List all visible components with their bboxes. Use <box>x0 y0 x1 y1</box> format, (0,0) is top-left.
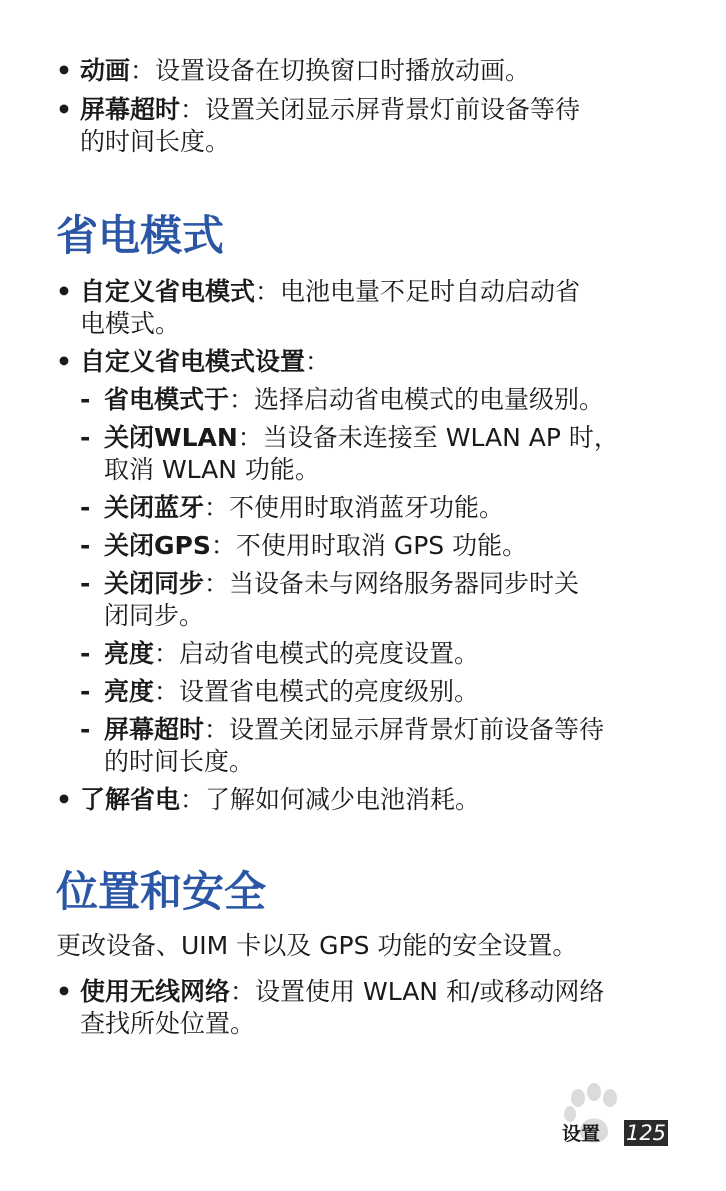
intro-item-screen-timeout-cont: 的时间长度。 <box>80 127 231 156</box>
bullet-dash: - <box>80 385 91 414</box>
item-custom-power-saving-settings: 自定义省电模式设置： <box>80 347 331 376</box>
bullet-dot: • <box>56 347 72 376</box>
bullet-dot: • <box>56 95 72 124</box>
bullet-dash: - <box>80 531 91 560</box>
bullet-dash: - <box>80 639 91 668</box>
subitem-turn-off-bluetooth: 关闭蓝牙：不使用时取消蓝牙功能。 <box>104 493 505 522</box>
bullet-dash: - <box>80 493 91 522</box>
item-custom-power-saving-cont: 电模式。 <box>80 309 181 338</box>
bullet-dash: - <box>80 423 91 452</box>
subitem-turn-off-sync-cont: 闭同步。 <box>104 601 205 630</box>
bullet-dash: - <box>80 715 91 744</box>
subitem-brightness-level: 亮度：设置省电模式的亮度级别。 <box>104 677 480 706</box>
subitem-turn-off-gps: 关闭GPS：不使用时取消 GPS 功能。 <box>104 531 528 560</box>
intro-item-screen-timeout: 屏幕超时：设置关闭显示屏背景灯前设备等待 <box>80 95 581 124</box>
subitem-turn-off-wlan: 关闭WLAN：当设备未连接至 WLAN AP 时， <box>104 423 619 452</box>
subitem-turn-off-sync: 关闭同步：当设备未与网络服务器同步时关 <box>104 569 580 598</box>
section-title-location-security: 位置和安全 <box>56 867 267 916</box>
subitem-power-saving-at: 省电模式于：选择启动省电模式的电量级别。 <box>104 385 605 414</box>
page-number: 125 <box>625 1121 667 1145</box>
subitem-screen-timeout: 屏幕超时：设置关闭显示屏背景灯前设备等待 <box>104 715 605 744</box>
section-intro: 更改设备、UIM 卡以及 GPS 功能的安全设置。 <box>56 931 578 960</box>
bullet-dot: • <box>56 785 72 814</box>
subitem-screen-timeout-cont: 的时间长度。 <box>104 747 255 776</box>
footer-section-label: 设置 <box>562 1123 601 1145</box>
item-use-wireless-networks: 使用无线网络：设置使用 WLAN 和/或移动网络 <box>80 977 605 1006</box>
intro-item-animation: 动画：设置设备在切换窗口时播放动画。 <box>80 56 531 85</box>
section-title-power-saving: 省电模式 <box>56 211 225 260</box>
bullet-dot: • <box>56 977 72 1006</box>
bullet-dot: • <box>56 277 72 306</box>
bullet-dash: - <box>80 569 91 598</box>
item-learn-power-saving: 了解省电：了解如何减少电池消耗。 <box>80 785 481 814</box>
bullet-dot: • <box>56 56 72 85</box>
item-use-wireless-networks-cont: 查找所处位置。 <box>80 1009 256 1038</box>
subitem-turn-off-wlan-cont: 取消 WLAN 功能。 <box>104 455 320 484</box>
item-custom-power-saving: 自定义省电模式：电池电量不足时自动启动省 <box>80 277 581 306</box>
subitem-brightness-enable: 亮度：启动省电模式的亮度设置。 <box>104 639 480 668</box>
bullet-dash: - <box>80 677 91 706</box>
